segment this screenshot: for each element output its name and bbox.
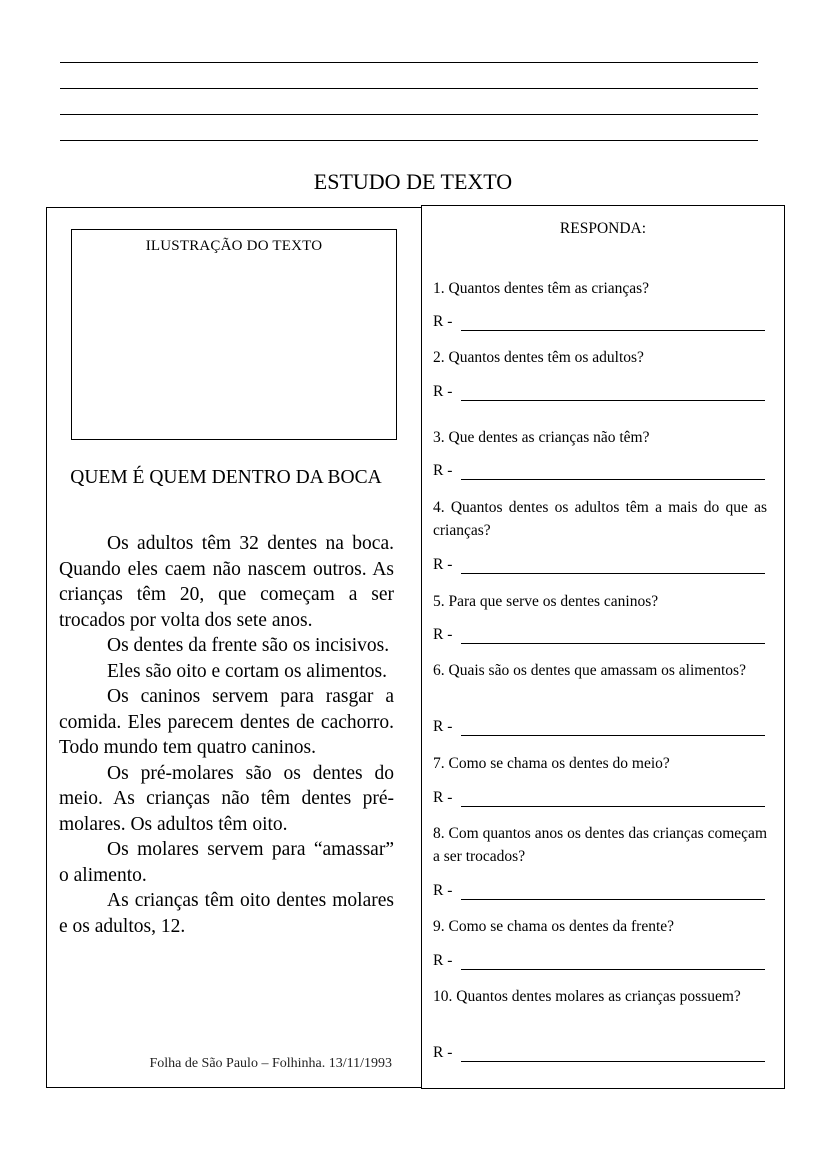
story-paragraph: Os adultos têm 32 dentes na boca. Quando eles caem não nascem outros. As crianças têm 20, que começam a ser trocados por volta dos sete anos. — [59, 533, 394, 631]
answer-label: R - — [433, 1044, 453, 1061]
question-4: 4. Quantos dentes os adultos têm a mais do que as crianças? — [433, 499, 767, 539]
writing-line-1 — [60, 62, 758, 63]
answer-line-5[interactable] — [433, 626, 767, 646]
writing-line-4 — [60, 140, 758, 141]
question-2: 2. Quantos dentes têm os adultos? — [433, 349, 644, 366]
answer-line-9[interactable] — [433, 952, 767, 972]
answer-line-7[interactable] — [433, 789, 767, 809]
question-9: 9. Como se chama os dentes da frente? — [433, 918, 675, 935]
answer-label: R - — [433, 718, 453, 735]
question-3: 3. Que dentes as crianças não têm? — [433, 429, 650, 446]
source-citation: Folha de São Paulo – Folhinha. 13/11/1993 — [149, 1056, 392, 1071]
responda-heading: RESPONDA: — [559, 220, 647, 237]
answer-label: R - — [433, 952, 453, 969]
answer-line-3[interactable] — [433, 462, 767, 482]
question-1: 1. Quantos dentes têm as crianças? — [433, 280, 650, 297]
illustration-label: ILUSTRAÇÃO DO TEXTO — [145, 238, 323, 254]
story-paragraph: Os dentes da frente são os incisivos. — [107, 635, 390, 656]
question-5: 5. Para que serve os dentes caninos? — [433, 593, 659, 610]
answer-label: R - — [433, 556, 453, 573]
answer-line-8[interactable] — [433, 882, 767, 902]
story-paragraph: Os molares servem para “amassar” o alimento. — [59, 839, 394, 886]
question-6: 6. Quais são os dentes que amassam os alimentos? — [433, 662, 746, 679]
page-title: ESTUDO DE TEXTO — [313, 169, 513, 194]
answer-label: R - — [433, 789, 453, 806]
story-paragraph: Os pré-molares são os dentes do meio. As crianças não têm dentes pré-molares. Os adultos têm oito. — [59, 762, 394, 835]
answer-line-2[interactable] — [433, 383, 767, 403]
answer-line-4[interactable] — [433, 556, 767, 576]
illustration-box[interactable] — [71, 229, 397, 440]
answer-label: R - — [433, 462, 453, 479]
answer-label: R - — [433, 882, 453, 899]
answer-label: R - — [433, 383, 453, 400]
story-title: QUEM É QUEM DENTRO DA BOCA — [70, 467, 382, 488]
story-text — [59, 531, 394, 939]
answer-line-6[interactable] — [433, 718, 767, 738]
question-8: 8. Com quantos anos os dentes das crianças começam a ser trocados? — [433, 825, 767, 865]
story-paragraph: Os caninos servem para rasgar a comida. Eles parecem dentes de cachorro. Todo mundo tem quatro caninos. — [59, 686, 394, 758]
answer-label: R - — [433, 313, 453, 330]
answer-label: R - — [433, 626, 453, 643]
question-7: 7. Como se chama os dentes do meio? — [433, 755, 670, 772]
question-10: 10. Quantos dentes molares as crianças possuem? — [433, 988, 741, 1005]
writing-line-2 — [60, 88, 758, 89]
answer-line-1[interactable] — [433, 313, 767, 333]
answer-line-10[interactable] — [433, 1044, 767, 1064]
story-paragraph: As crianças têm oito dentes molares e os adultos, 12. — [59, 890, 394, 937]
writing-line-3 — [60, 114, 758, 115]
story-paragraph: Eles são oito e cortam os alimentos. — [107, 660, 387, 682]
